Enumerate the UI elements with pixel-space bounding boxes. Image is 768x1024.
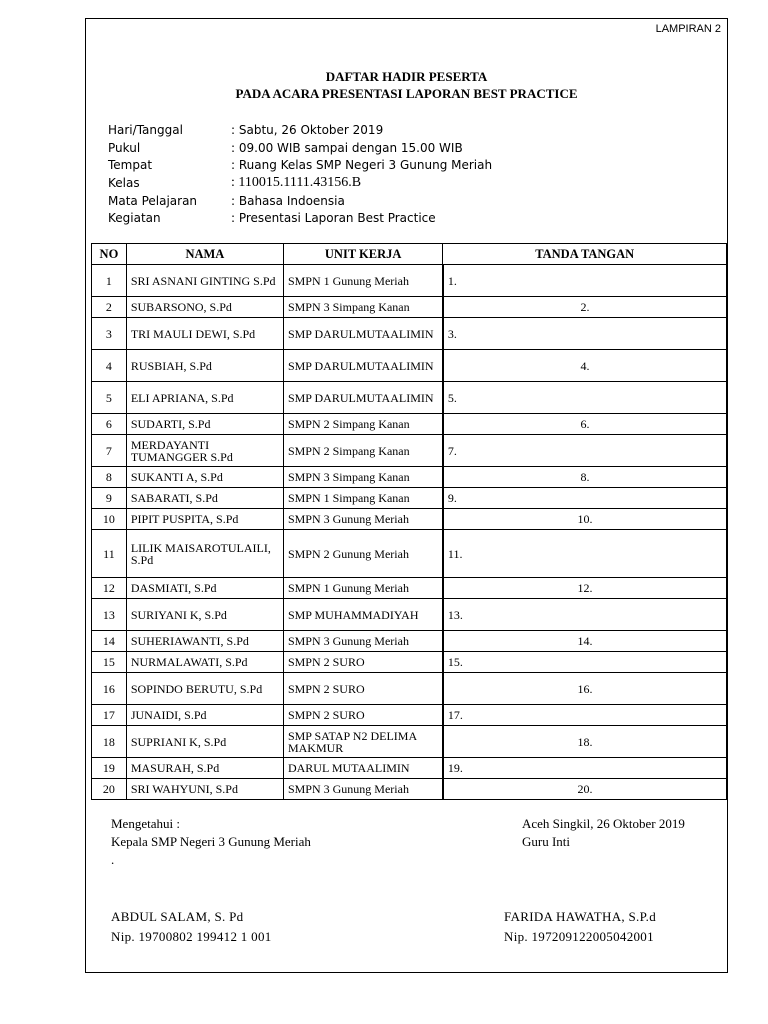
row-no: 18 (92, 726, 127, 758)
info-key: Kelas (108, 175, 140, 190)
row-no: 14 (92, 631, 127, 652)
info-key: Mata Pelajaran (108, 193, 198, 208)
row-unit-kerja: SMP DARULMUTAALIMIN (283, 318, 442, 350)
row-unit-kerja: SMPN 2 Simpang Kanan (283, 414, 442, 435)
principal-nip: Nip. 19700802 199412 1 001 (111, 929, 272, 944)
footer-left (111, 816, 311, 870)
principal-title: Kepala SMP Negeri 3 Gunung Meriah (111, 834, 311, 849)
table-row (92, 318, 727, 350)
header-unit-kerja: UNIT KERJA (283, 244, 442, 265)
lampiran-label: LAMPIRAN 2 (655, 23, 721, 35)
teacher-title: Guru Inti (522, 834, 571, 849)
table-row (92, 467, 727, 488)
teacher-name: FARIDA HAWATHA, S.P.d (504, 909, 657, 924)
row-unit-kerja: SMP MUHAMMADIYAH (283, 599, 442, 631)
row-nama: SUPRIANI K, S.Pd (126, 726, 283, 758)
table-row (92, 779, 727, 800)
row-no: 16 (92, 673, 127, 705)
row-unit-kerja: SMPN 2 Gunung Meriah (283, 530, 442, 578)
table-body (92, 265, 727, 800)
row-no: 4 (92, 350, 127, 382)
table-row (92, 488, 727, 509)
info-key: Kegiatan (108, 211, 161, 226)
row-nama: PIPIT PUSPITA, S.Pd (126, 509, 283, 530)
row-no: 15 (92, 652, 127, 673)
info-value: : Ruang Kelas SMP Negeri 3 Gunung Meriah (231, 158, 493, 173)
row-no: 17 (92, 705, 127, 726)
row-nama: SOPINDO BERUTU, S.Pd (126, 673, 283, 705)
row-nama: SRI ASNANI GINTING S.Pd (126, 265, 283, 297)
row-unit-kerja: SMP DARULMUTAALIMIN (283, 382, 442, 414)
attendance-table (91, 243, 727, 800)
row-tanda-tangan[interactable]: 12. (443, 578, 727, 599)
row-unit-kerja: SMPN 1 Simpang Kanan (283, 488, 442, 509)
info-row-activity (108, 209, 492, 227)
row-tanda-tangan[interactable]: 20. (443, 779, 727, 800)
row-tanda-tangan[interactable]: 9. (443, 488, 727, 509)
row-tanda-tangan[interactable]: 13. (443, 599, 727, 631)
row-no: 8 (92, 467, 127, 488)
row-unit-kerja: SMPN 2 Simpang Kanan (283, 435, 442, 467)
signature-right (504, 909, 656, 949)
info-value: : 110015.1111.43156.B (231, 174, 362, 190)
row-unit-kerja: SMPN 3 Gunung Meriah (283, 631, 442, 652)
info-row-place (108, 156, 492, 174)
row-no: 5 (92, 382, 127, 414)
table-row (92, 265, 727, 297)
row-no: 13 (92, 599, 127, 631)
header-no: NO (92, 244, 127, 265)
header-tanda-tangan: TANDA TANGAN (443, 244, 727, 265)
row-no: 6 (92, 414, 127, 435)
row-unit-kerja: SMPN 1 Gunung Meriah (283, 265, 442, 297)
row-nama: RUSBIAH, S.Pd (126, 350, 283, 382)
table-row (92, 382, 727, 414)
table-row (92, 758, 727, 779)
row-tanda-tangan[interactable]: 19. (443, 758, 727, 779)
table-row (92, 705, 727, 726)
document-frame (85, 18, 728, 973)
row-unit-kerja: SMPN 2 SURO (283, 673, 442, 705)
table-row (92, 726, 727, 758)
row-nama: LILIK MAISAROTULAILI, S.Pd (126, 530, 283, 578)
info-value: : 09.00 WIB sampai dengan 15.00 WIB (231, 140, 463, 155)
row-no: 20 (92, 779, 127, 800)
row-tanda-tangan[interactable]: 2. (443, 297, 727, 318)
row-unit-kerja: SMPN 3 Gunung Meriah (283, 779, 442, 800)
acknowledged-label: Mengetahui : (111, 816, 180, 831)
row-nama: TRI MAULI DEWI, S.Pd (126, 318, 283, 350)
table-row (92, 673, 727, 705)
table-row (92, 350, 727, 382)
row-nama: SUDARTI, S.Pd (126, 414, 283, 435)
row-nama: SRI WAHYUNI, S.Pd (126, 779, 283, 800)
row-tanda-tangan[interactable]: 6. (443, 414, 727, 435)
place-date: Aceh Singkil, 26 Oktober 2019 (522, 816, 685, 831)
document-subtitle: PADA ACARA PRESENTASI LAPORAN BEST PRACTICE (235, 86, 578, 101)
row-no: 12 (92, 578, 127, 599)
row-tanda-tangan[interactable]: 4. (443, 350, 727, 382)
info-key: Hari/Tanggal (108, 122, 183, 137)
row-tanda-tangan[interactable]: 1. (443, 265, 727, 297)
row-no: 10 (92, 509, 127, 530)
row-unit-kerja: SMP DARULMUTAALIMIN (283, 350, 442, 382)
row-nama: SABARATI, S.Pd (126, 488, 283, 509)
table-row (92, 599, 727, 631)
table-row (92, 530, 727, 578)
table-row (92, 435, 727, 467)
row-nama: JUNAIDI, S.Pd (126, 705, 283, 726)
teacher-nip: Nip. 197209122005042001 (504, 929, 654, 944)
row-unit-kerja: SMPN 3 Simpang Kanan (283, 467, 442, 488)
row-tanda-tangan[interactable]: 14. (443, 631, 727, 652)
row-no: 1 (92, 265, 127, 297)
info-value: : Bahasa Indoensia (231, 193, 345, 208)
table-row (92, 509, 727, 530)
principal-name: ABDUL SALAM, S. Pd (111, 909, 244, 924)
row-tanda-tangan[interactable]: 7. (443, 435, 727, 467)
row-tanda-tangan[interactable]: 16. (443, 673, 727, 705)
row-nama: MASURAH, S.Pd (126, 758, 283, 779)
table-row (92, 652, 727, 673)
table-header-row (92, 244, 727, 265)
row-no: 7 (92, 435, 127, 467)
header-nama: NAMA (126, 244, 283, 265)
signature-left (111, 909, 272, 949)
row-no: 9 (92, 488, 127, 509)
row-no: 19 (92, 758, 127, 779)
footer-right (522, 816, 685, 852)
row-nama: DASMIATI, S.Pd (126, 578, 283, 599)
row-no: 2 (92, 297, 127, 318)
table-row (92, 297, 727, 318)
row-tanda-tangan[interactable]: 5. (443, 382, 727, 414)
info-key: Tempat (108, 158, 153, 173)
row-tanda-tangan[interactable]: 15. (443, 652, 727, 673)
row-tanda-tangan[interactable]: 11. (443, 530, 727, 578)
info-value: : Sabtu, 26 Oktober 2019 (231, 122, 384, 137)
row-no: 11 (92, 530, 127, 578)
row-nama: ELI APRIANA, S.Pd (126, 382, 283, 414)
row-nama: NURMALAWATI, S.Pd (126, 652, 283, 673)
row-unit-kerja: SMPN 1 Gunung Meriah (283, 578, 442, 599)
event-info (108, 121, 492, 227)
row-nama: SUHERIAWANTI, S.Pd (126, 631, 283, 652)
row-nama: SUKANTI A, S.Pd (126, 467, 283, 488)
row-tanda-tangan[interactable]: 8. (443, 467, 727, 488)
row-nama: SUBARSONO, S.Pd (126, 297, 283, 318)
row-unit-kerja: SMPN 2 SURO (283, 705, 442, 726)
dot-mark: . (111, 852, 115, 867)
row-tanda-tangan[interactable]: 3. (443, 318, 727, 350)
row-unit-kerja: SMPN 2 SURO (283, 652, 442, 673)
row-unit-kerja: SMPN 3 Gunung Meriah (283, 509, 442, 530)
table-row (92, 414, 727, 435)
row-no: 3 (92, 318, 127, 350)
row-nama: MERDAYANTI TUMANGGER S.Pd (126, 435, 283, 467)
row-tanda-tangan[interactable]: 10. (443, 509, 727, 530)
info-row-time (108, 139, 492, 157)
row-tanda-tangan[interactable]: 18. (443, 726, 727, 758)
info-row-class (108, 174, 492, 192)
row-unit-kerja: SMP SATAP N2 DELIMA MAKMUR (283, 726, 442, 758)
info-value: : Presentasi Laporan Best Practice (231, 211, 436, 226)
row-tanda-tangan[interactable]: 17. (443, 705, 727, 726)
table-row (92, 631, 727, 652)
info-key: Pukul (108, 140, 141, 155)
row-unit-kerja: DARUL MUTAALIMIN (283, 758, 442, 779)
document-title: DAFTAR HADIR PESERTA (325, 69, 488, 84)
info-row-date (108, 121, 492, 139)
info-row-subject (108, 192, 492, 210)
row-nama: SURIYANI K, S.Pd (126, 599, 283, 631)
table-row (92, 578, 727, 599)
row-unit-kerja: SMPN 3 Simpang Kanan (283, 297, 442, 318)
